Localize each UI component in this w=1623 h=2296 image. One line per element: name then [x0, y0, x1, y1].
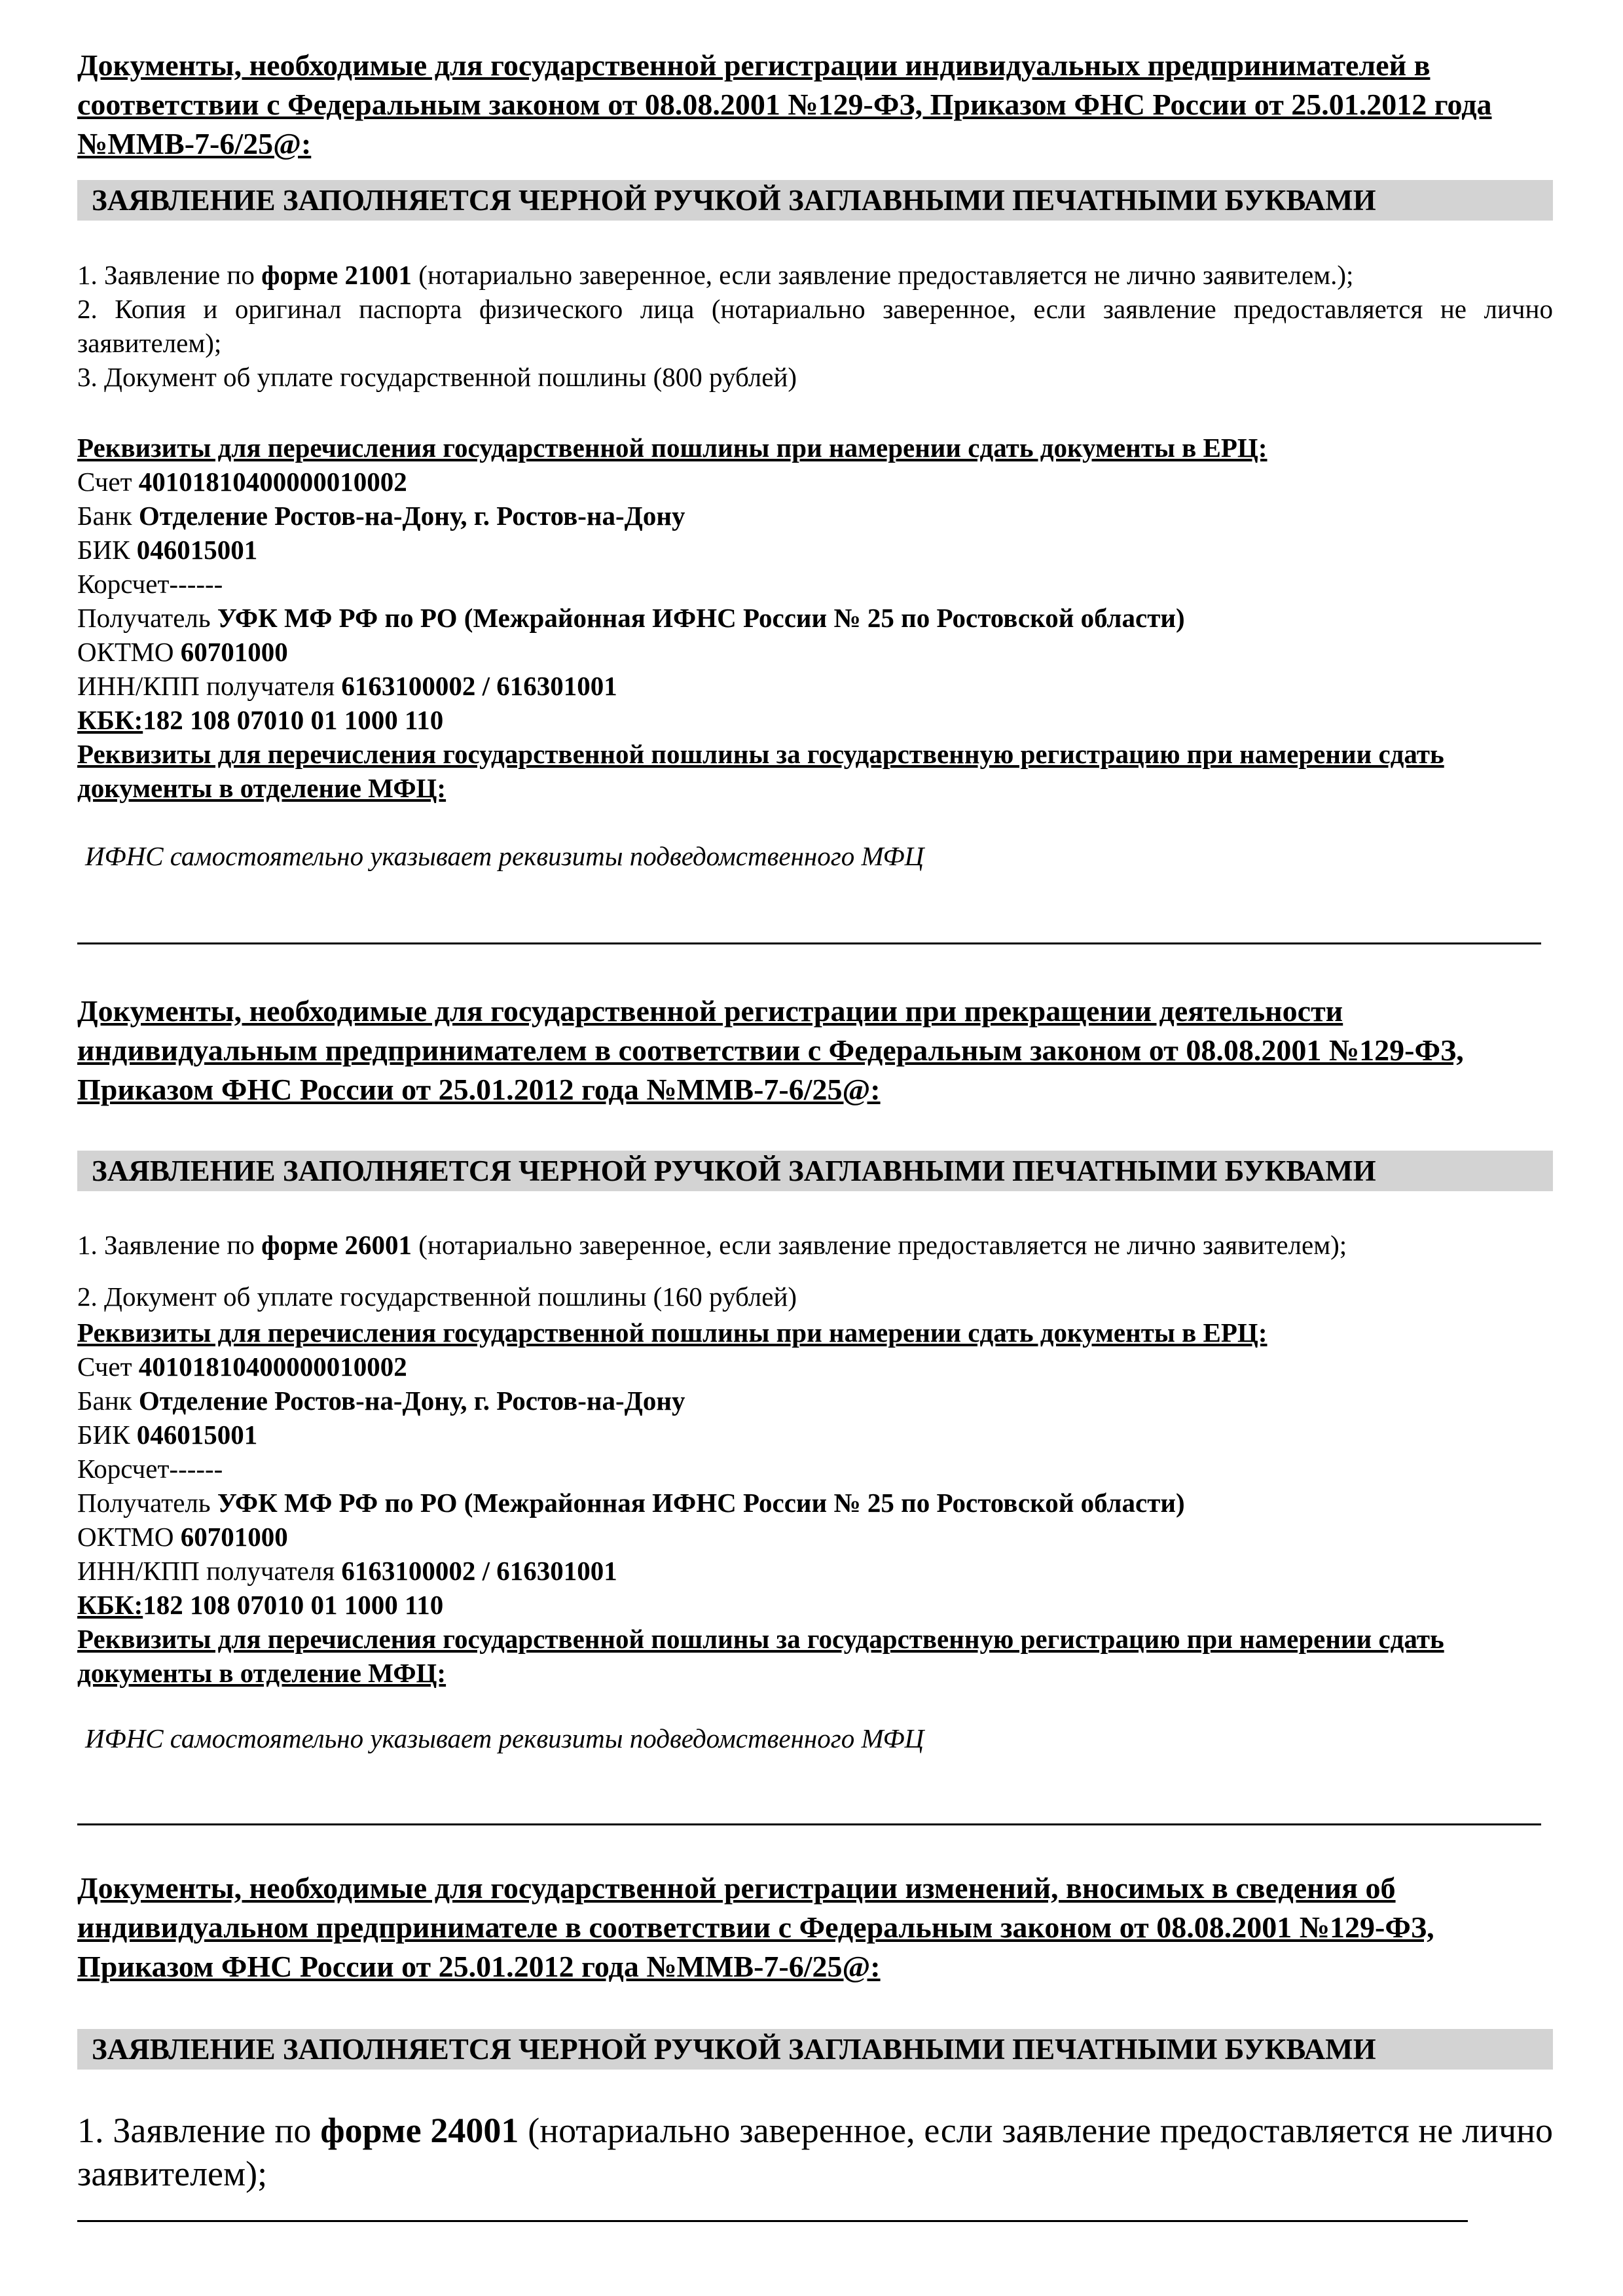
recipient-label: Получатель [77, 1488, 217, 1518]
section1-account [77, 465, 407, 499]
section3-banner: ЗАЯВЛЕНИЕ ЗАПОЛНЯЕТСЯ ЧЕРНОЙ РУЧКОЙ ЗАГЛАВНЫМИ ПЕЧАТНЫМИ БУКВАМИ [77, 2029, 1553, 2070]
section1-oktmo [77, 635, 288, 669]
section1-item2: 2. Копия и оригинал паспорта физического лица (нотариально заверенное, если заявление предоставляется не лично заявителем); [77, 294, 1553, 358]
section-divider [77, 1823, 1541, 1825]
section1-bik [77, 533, 257, 567]
item1-form-number: форме 26001 [261, 1230, 412, 1260]
section2-kbk [77, 1588, 443, 1622]
oktmo-label: ОКТМО [77, 1522, 181, 1552]
section1-banner: ЗАЯВЛЕНИЕ ЗАПОЛНЯЕТСЯ ЧЕРНОЙ РУЧКОЙ ЗАГЛАВНЫМИ ПЕЧАТНЫМИ БУКВАМИ [77, 180, 1553, 221]
section2-bank [77, 1384, 685, 1418]
account-value: 40101810400000010002 [138, 467, 407, 497]
item1-form-number: форме 21001 [261, 260, 412, 290]
bank-label: Банк [77, 501, 139, 531]
recipient-value: УФК МФ РФ по РО (Межрайонная ИФНС России № 25 по Ростовской области) [217, 1488, 1185, 1518]
section2-account [77, 1350, 407, 1384]
section-divider [77, 942, 1541, 944]
recipient-label: Получатель [77, 603, 217, 633]
section3-heading: Документы, необходимые для государственной регистрации изменений, вносимых в сведения об индивидуальном предпринимателе в соответствии с Федеральным законом от 08.08.2001 №129-ФЗ, Приказом ФНС России от 25.01.2012 года №ММВ-7-6/25@: [77, 1871, 1434, 1983]
item1-suffix: (нотариально заверенное, если заявление предоставляется не лично заявителем.); [412, 260, 1354, 290]
kbk-label: КБК: [77, 1590, 143, 1620]
section1-recipient [77, 601, 1185, 635]
bank-value: Отделение Ростов-на-Дону, г. Ростов-на-Дону [138, 501, 685, 531]
item1-prefix: 1. Заявление по [77, 260, 262, 290]
inn-label: ИНН/КПП получателя [77, 671, 342, 701]
section2-bik [77, 1418, 257, 1452]
section1-heading: Документы, необходимые для государственной регистрации индивидуальных предпринимателей в соответствии с Федеральным законом от 08.08.2001 №129-ФЗ, Приказом ФНС России от 25.01.2012 года №ММВ-7-6/25@: [77, 48, 1492, 160]
section2-erc-title: Реквизиты для перечисления государственной пошлины при намерении сдать документы в ЕРЦ: [77, 1318, 1267, 1348]
section1-inn [77, 669, 617, 703]
section2-item2: 2. Документ об уплате государственной пошлины (160 рублей) [77, 1282, 797, 1312]
account-label: Счет [77, 467, 139, 497]
section2-mfc-title: Реквизиты для перечисления государственной пошлины за государственную регистрацию при намерении сдать документы в отделение МФЦ: [77, 1624, 1444, 1688]
bank-label: Банк [77, 1386, 139, 1416]
oktmo-value: 60701000 [180, 1522, 288, 1552]
account-value: 40101810400000010002 [138, 1352, 407, 1382]
section2-oktmo [77, 1520, 288, 1554]
bik-value: 046015001 [136, 535, 258, 565]
section1-kbk [77, 703, 443, 737]
section1-bank [77, 499, 685, 533]
item1-form-number: форме 24001 [320, 2111, 519, 2150]
oktmo-label: ОКТМО [77, 637, 181, 667]
account-label: Счет [77, 1352, 139, 1382]
section3-item1 [77, 2109, 1553, 2195]
item1-prefix: 1. Заявление по [77, 1230, 262, 1260]
oktmo-value: 60701000 [180, 637, 288, 667]
section2-corr: Корсчет------ [77, 1454, 223, 1484]
section1-mfc-note: ИФНС самостоятельно указывает реквизиты подведомственного МФЦ [85, 841, 924, 871]
bik-label: БИК [77, 535, 137, 565]
section2-recipient [77, 1486, 1185, 1520]
recipient-value: УФК МФ РФ по РО (Межрайонная ИФНС России № 25 по Ростовской области) [217, 603, 1185, 633]
item1-suffix: (нотариально заверенное, если заявление предоставляется не лично заявителем); [77, 2111, 1554, 2193]
section1-item3: 3. Документ об уплате государственной пошлины (800 рублей) [77, 362, 797, 392]
section1-mfc-title: Реквизиты для перечисления государственной пошлины за государственную регистрацию при намерении сдать документы в отделение МФЦ: [77, 739, 1444, 803]
section2-banner: ЗАЯВЛЕНИЕ ЗАПОЛНЯЕТСЯ ЧЕРНОЙ РУЧКОЙ ЗАГЛАВНЫМИ ПЕЧАТНЫМИ БУКВАМИ [77, 1151, 1553, 1191]
section1-erc-title: Реквизиты для перечисления государственной пошлины при намерении сдать документы в ЕРЦ: [77, 433, 1267, 463]
section1-corr: Корсчет------ [77, 569, 223, 599]
section2-item1 [77, 1228, 1347, 1262]
section1-item1 [77, 258, 1353, 292]
inn-value: 6163100002 / 616301001 [341, 1556, 617, 1586]
kbk-value: 182 108 07010 01 1000 110 [143, 1590, 444, 1620]
bottom-rule [77, 2220, 1468, 2222]
section2-heading: Документы, необходимые для государственной регистрации при прекращении деятельности индивидуальным предпринимателем в соответствии с Федеральным законом от 08.08.2001 №129-ФЗ, Приказом ФНС России от 25.01.2012 года №ММВ-7-6/25@: [77, 994, 1464, 1106]
item1-prefix: 1. Заявление по [77, 2111, 321, 2150]
kbk-label: КБК: [77, 705, 143, 735]
bik-label: БИК [77, 1420, 137, 1450]
inn-value: 6163100002 / 616301001 [341, 671, 617, 701]
section2-mfc-note: ИФНС самостоятельно указывает реквизиты подведомственного МФЦ [85, 1723, 924, 1753]
bank-value: Отделение Ростов-на-Дону, г. Ростов-на-Дону [138, 1386, 685, 1416]
kbk-value: 182 108 07010 01 1000 110 [143, 705, 444, 735]
item1-suffix: (нотариально заверенное, если заявление предоставляется не лично заявителем); [412, 1230, 1347, 1260]
inn-label: ИНН/КПП получателя [77, 1556, 342, 1586]
section2-inn [77, 1554, 617, 1588]
bik-value: 046015001 [136, 1420, 258, 1450]
